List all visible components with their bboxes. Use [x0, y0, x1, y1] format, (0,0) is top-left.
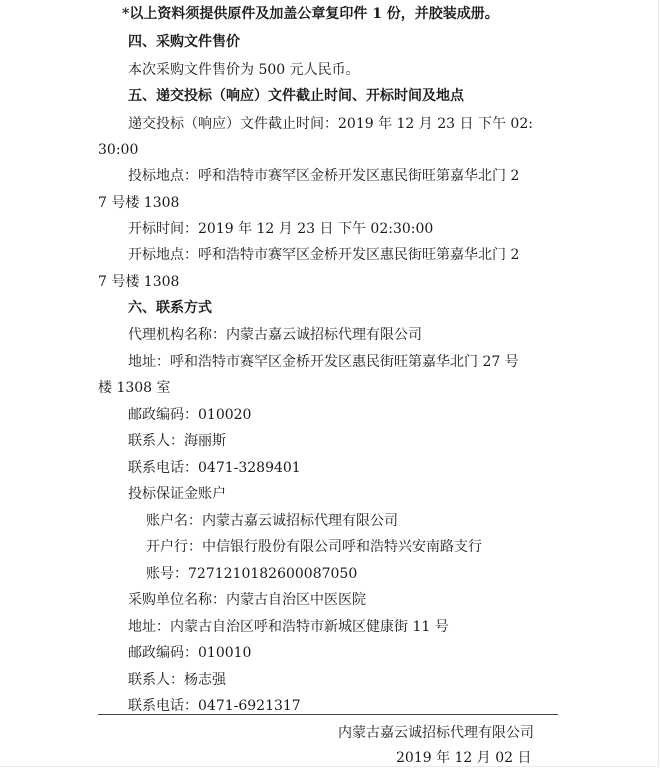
account-number: 账号：7271210182600087050 — [146, 566, 358, 582]
section-6-heading: 六、联系方式 — [128, 300, 212, 316]
opening-location: 开标地点：呼和浩特市赛罕区金桥开发区惠民街旺第嘉华北门 2 — [128, 247, 520, 263]
purchaser-name: 采购单位名称：内蒙古自治区中医医院 — [128, 592, 366, 608]
document-price: 本次采购文件售价为 500 元人民币。 — [128, 62, 360, 78]
bid-location: 投标地点：呼和浩特市赛罕区金桥开发区惠民街旺第嘉华北门 2 — [128, 168, 520, 184]
agency-address: 地址：呼和浩特市赛罕区金桥开发区惠民街旺第嘉华北门 27 号 — [128, 354, 519, 370]
signature-agency: 内蒙古嘉云诚招标代理有限公司 — [338, 725, 534, 741]
section-4-heading: 四、采购文件售价 — [128, 34, 240, 50]
agency-contact: 联系人：海丽斯 — [128, 433, 226, 449]
account-bank: 开户行：中信银行股份有限公司呼和浩特兴安南路支行 — [146, 539, 482, 555]
opening-time: 开标时间：2019 年 12 月 23 日 下午 02:30:00 — [128, 221, 434, 237]
agency-phone: 联系电话：0471-3289401 — [128, 460, 301, 476]
purchaser-contact: 联系人：杨志强 — [128, 672, 226, 688]
bid-location-cont: 7 号楼 1308 — [98, 195, 180, 211]
note-original-documents: *以上资料须提供原件及加盖公章复印件 1 份，并胶装成册。 — [122, 6, 499, 22]
submission-deadline-cont: 30:00 — [98, 142, 139, 158]
purchaser-postcode: 邮政编码：010010 — [128, 645, 252, 661]
account-name: 账户名：内蒙古嘉云诚招标代理有限公司 — [146, 513, 398, 529]
divider — [98, 714, 558, 715]
purchaser-address: 地址：内蒙古自治区呼和浩特市新城区健康街 11 号 — [128, 619, 449, 635]
deposit-account-heading: 投标保证金账户 — [128, 486, 226, 502]
submission-deadline: 递交投标（响应）文件截止时间：2019 年 12 月 23 日 下午 02: — [128, 116, 533, 132]
signature-date: 2019 年 12 月 02 日 — [396, 750, 532, 766]
agency-postcode: 邮政编码：010020 — [128, 407, 252, 423]
section-5-heading: 五、递交投标（响应）文件截止时间、开标时间及地点 — [128, 88, 464, 104]
agency-address-cont: 楼 1308 室 — [98, 380, 171, 396]
agency-name: 代理机构名称：内蒙古嘉云诚招标代理有限公司 — [128, 327, 422, 343]
opening-location-cont: 7 号楼 1308 — [98, 274, 180, 290]
purchaser-phone: 联系电话：0471-6921317 — [128, 698, 301, 714]
